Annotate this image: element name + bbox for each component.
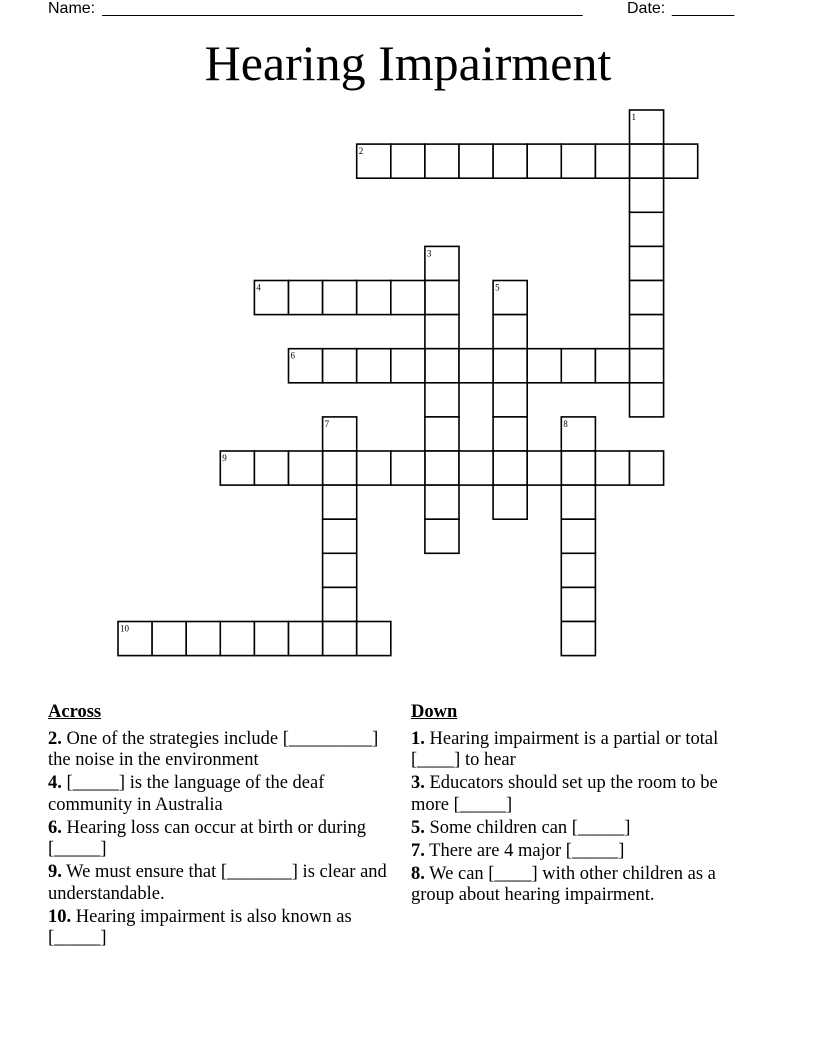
grid-cell[interactable] [425,144,459,178]
grid-cell[interactable] [630,144,664,178]
grid-cell-number: 6 [290,350,295,361]
grid-cell-number: 7 [324,418,330,429]
grid-cell[interactable] [323,485,357,519]
clue-text: Hearing loss can occur at birth or during [_____] [48,817,367,859]
grid-cell[interactable] [561,519,595,553]
grid-cell[interactable] [391,144,425,178]
grid-cell[interactable] [459,349,493,383]
clue-number: 7. [411,840,425,861]
grid-cell[interactable] [323,622,357,656]
across-clue [48,729,398,772]
grid-cell[interactable] [595,451,629,485]
grid-cell[interactable] [254,622,288,656]
clue-text: There are 4 major [_____] [424,840,625,861]
clue-number: 9. [48,862,62,882]
across-clue [48,862,398,905]
grid-cell[interactable] [493,383,527,417]
across-clue [48,773,398,816]
grid-cell[interactable] [630,451,664,485]
grid-cell[interactable] [254,451,288,485]
down-heading: Down [411,702,458,722]
grid-cell[interactable] [664,144,698,178]
grid-cell[interactable] [561,451,595,485]
grid-cell[interactable] [493,451,527,485]
grid-cell[interactable] [561,485,595,519]
clue-text: [_____] is the language of the deaf community in Australia [48,773,325,815]
down-clues [411,702,751,908]
date-label: Date: [627,0,666,17]
date-line[interactable]: _______ [672,0,735,17]
clue-number: 5. [411,817,425,838]
grid-cell[interactable] [391,349,425,383]
grid-cell[interactable] [323,349,357,383]
clue-text: Educators should set up the room to be more [_____] [411,773,718,815]
grid-cell-number: 4 [256,282,261,293]
grid-cell[interactable] [493,417,527,451]
grid-cell[interactable] [323,553,357,587]
grid-cell[interactable] [289,281,323,315]
grid-cell[interactable] [186,622,220,656]
grid-cell[interactable] [357,349,391,383]
grid-cell[interactable] [630,383,664,417]
grid-cell[interactable] [459,451,493,485]
grid-cell-number: 5 [495,282,500,293]
grid-cell[interactable] [459,144,493,178]
grid-cell[interactable] [425,485,459,519]
clue-text: Hearing impairment is a partial or total [____] to hear [411,728,719,770]
grid-cell[interactable] [630,246,664,280]
clue-text: One of the strategies include [_________] the noise in the environment [48,728,379,770]
grid-cell-number: 9 [222,453,227,463]
grid-cell[interactable] [493,315,527,349]
grid-cell[interactable] [425,519,459,553]
grid-cell[interactable] [289,349,323,383]
grid-cell[interactable] [220,622,254,656]
clue-number: 8. [411,863,425,884]
clue-text: We can [____] with other children as a group about hearing impairment. [411,863,716,905]
grid-cell[interactable] [357,144,391,178]
grid-cell[interactable] [527,144,561,178]
clue-number: 4. [48,773,62,793]
grid-cell[interactable] [561,417,595,451]
grid-cell[interactable] [357,451,391,485]
clue-text: Hearing impairment is also known as [_____] [48,906,352,948]
grid-cell[interactable] [527,349,561,383]
grid-cell[interactable] [561,349,595,383]
grid-cell-number: 3 [426,248,432,259]
grid-cell[interactable] [152,622,186,656]
grid-cell[interactable] [425,281,459,315]
grid-cell[interactable] [561,622,595,656]
header-line [48,0,748,20]
clue-text: Some children can [_____] [424,817,631,838]
grid-cell[interactable] [493,349,527,383]
across-clue [48,818,398,861]
grid-cell-number: 2 [358,146,364,157]
grid-cell[interactable] [425,246,459,280]
down-clue [411,841,751,863]
across-clue-list [48,729,398,950]
grid-cell[interactable] [630,349,664,383]
grid-cell[interactable] [630,315,664,349]
clue-number: 6. [48,817,62,838]
grid-cell[interactable] [595,144,629,178]
grid-cell[interactable] [323,587,357,621]
grid-cell[interactable] [425,349,459,383]
grid-cell[interactable] [493,281,527,315]
grid-cell[interactable] [289,622,323,656]
grid-cell[interactable] [493,485,527,519]
clue-number: 2. [48,728,62,749]
grid-cell[interactable] [391,451,425,485]
name-line[interactable]: ______________________________________________________ [102,0,583,17]
grid-cell[interactable] [527,451,561,485]
grid-cell[interactable] [254,281,288,315]
across-clue [48,907,398,950]
grid-cell[interactable] [630,110,664,144]
down-clue [411,864,751,907]
clue-text: We must ensure that [_______] is clear and understandable. [48,862,387,904]
down-clue [411,773,751,816]
page-title: Hearing Impairment [204,35,612,91]
grid-cell[interactable] [391,281,425,315]
down-clue [411,729,751,772]
down-clue-list [411,729,751,907]
grid-cell[interactable] [630,212,664,246]
name-label: Name: [48,0,96,17]
grid-cell[interactable] [425,383,459,417]
grid-cell[interactable] [323,417,357,451]
grid-cell-number: 1 [631,112,636,122]
grid-cell[interactable] [561,553,595,587]
grid-cell[interactable] [561,144,595,178]
grid-cell[interactable] [289,451,323,485]
grid-cell[interactable] [118,622,152,656]
grid-cell[interactable] [425,451,459,485]
grid-cell[interactable] [323,451,357,485]
across-clues [48,702,398,951]
grid-cell[interactable] [425,417,459,451]
grid-cell-number: 10 [120,623,129,634]
grid-cell[interactable] [561,587,595,621]
grid-cell[interactable] [323,519,357,553]
clue-number: 1. [411,728,425,749]
grid-cell[interactable] [595,349,629,383]
down-clue [411,818,751,840]
grid-cell[interactable] [357,622,391,656]
clue-number: 10. [48,906,72,927]
across-heading: Across [48,702,102,722]
grid-cell[interactable] [220,451,254,485]
grid-cell[interactable] [357,281,391,315]
grid-cell[interactable] [630,178,664,212]
grid-cell[interactable] [630,281,664,315]
grid-cell[interactable] [425,315,459,349]
grid-cell-number: 8 [563,418,568,429]
grid-cell[interactable] [323,281,357,315]
clue-number: 3. [411,773,425,793]
grid-cell[interactable] [493,144,527,178]
